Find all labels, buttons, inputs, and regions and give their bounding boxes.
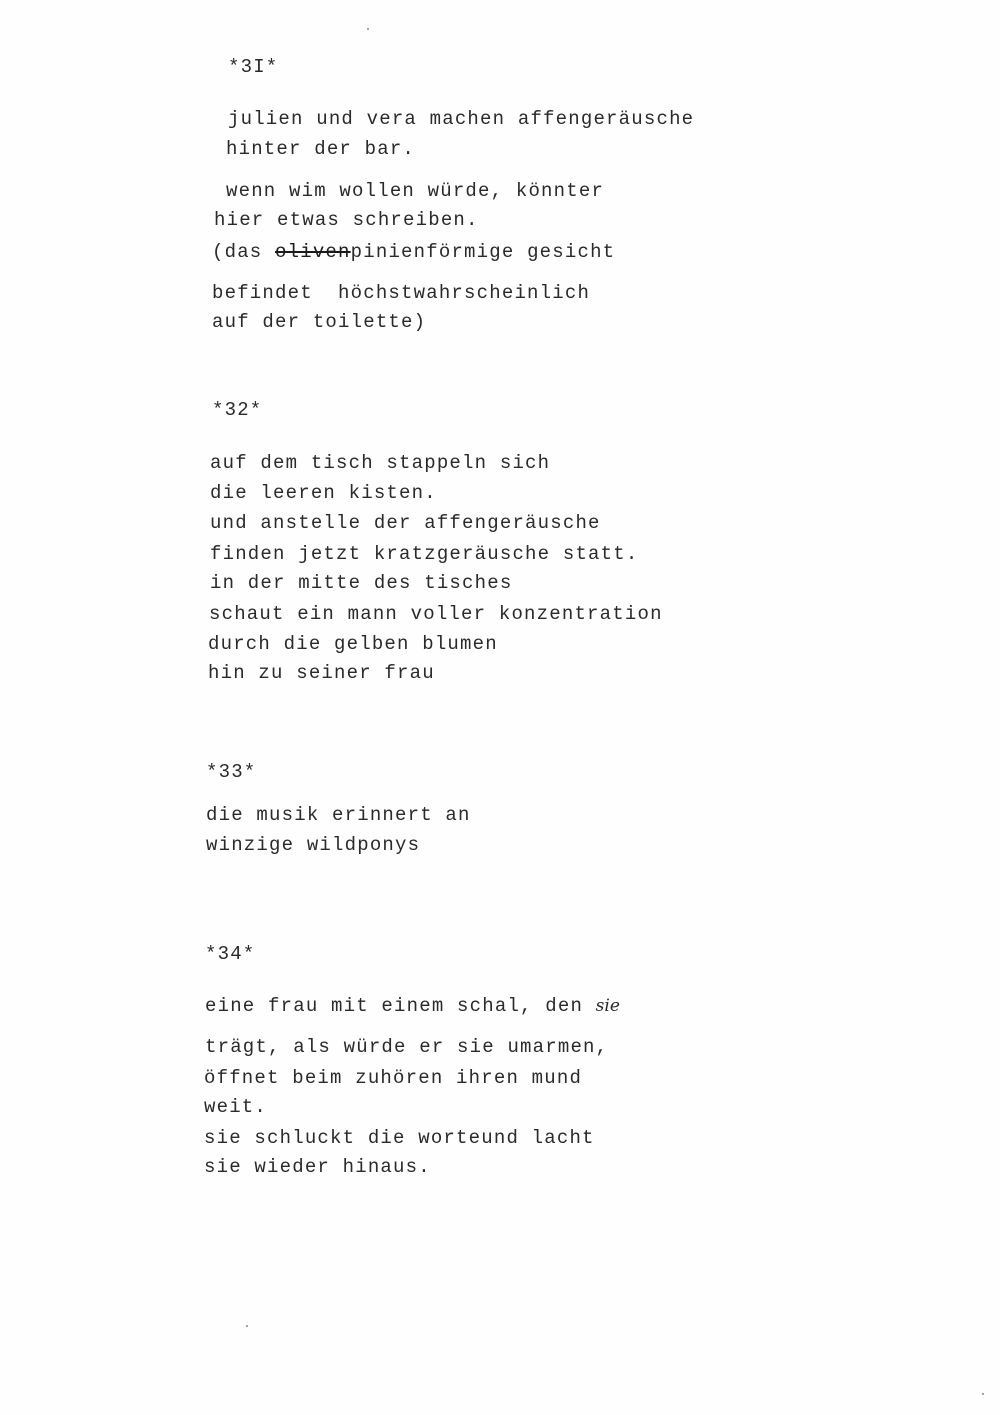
- struck-word: oliven: [275, 241, 351, 263]
- section-34-line-5: sie schluckt die worteund lacht: [204, 1127, 595, 1149]
- section-33-line-2: winzige wildponys: [206, 834, 421, 856]
- section-32-line-1: auf dem tisch stappeln sich: [210, 452, 551, 474]
- section-32-line-6: schaut ein mann voller konzentration: [209, 603, 663, 625]
- handwritten-word: sie: [595, 996, 620, 1016]
- line-prefix: (das: [212, 241, 276, 263]
- section-31-heading: *3I*: [228, 56, 279, 78]
- section-34-line-4: weit.: [204, 1096, 268, 1118]
- section-32-line-8: hin zu seiner frau: [208, 662, 435, 684]
- section-34-line-1: [205, 997, 620, 1016]
- paper-speck: [367, 28, 369, 30]
- section-31-line-5: [212, 243, 615, 262]
- section-32-line-2: die leeren kisten.: [210, 482, 437, 504]
- section-34-line-6: sie wieder hinaus.: [204, 1156, 431, 1178]
- section-34-line-2: trägt, als würde er sie umarmen,: [205, 1036, 609, 1058]
- section-32-line-4: finden jetzt kratzgeräusche statt.: [210, 543, 639, 565]
- section-31-line-1: julien und vera machen affengeräusche: [228, 108, 695, 130]
- section-31-line-2: hinter der bar.: [226, 138, 416, 160]
- section-34-line-3: öffnet beim zuhören ihren mund: [204, 1067, 583, 1089]
- section-31-line-6: befindet höchstwahrscheinlich: [212, 282, 591, 304]
- section-32-heading: *32*: [212, 399, 263, 421]
- line-rest: pinienförmige gesicht: [350, 241, 616, 263]
- section-32-line-5: in der mitte des tisches: [210, 572, 513, 594]
- section-34-heading: *34*: [205, 943, 256, 965]
- section-33-line-1: die musik erinnert an: [206, 804, 471, 826]
- typed-text: eine frau mit einem schal, den: [205, 995, 596, 1017]
- section-32-line-3: und anstelle der affengeräusche: [210, 512, 601, 534]
- section-31-line-4: hier etwas schreiben.: [214, 209, 479, 231]
- paper-speck: [982, 1393, 984, 1395]
- section-32-line-7: durch die gelben blumen: [208, 633, 498, 655]
- paper-speck: [246, 1325, 248, 1327]
- section-31-line-3: wenn wim wollen würde, könnter: [226, 180, 605, 202]
- section-31-line-7: auf der toilette): [212, 311, 427, 333]
- section-33-heading: *33*: [206, 761, 257, 783]
